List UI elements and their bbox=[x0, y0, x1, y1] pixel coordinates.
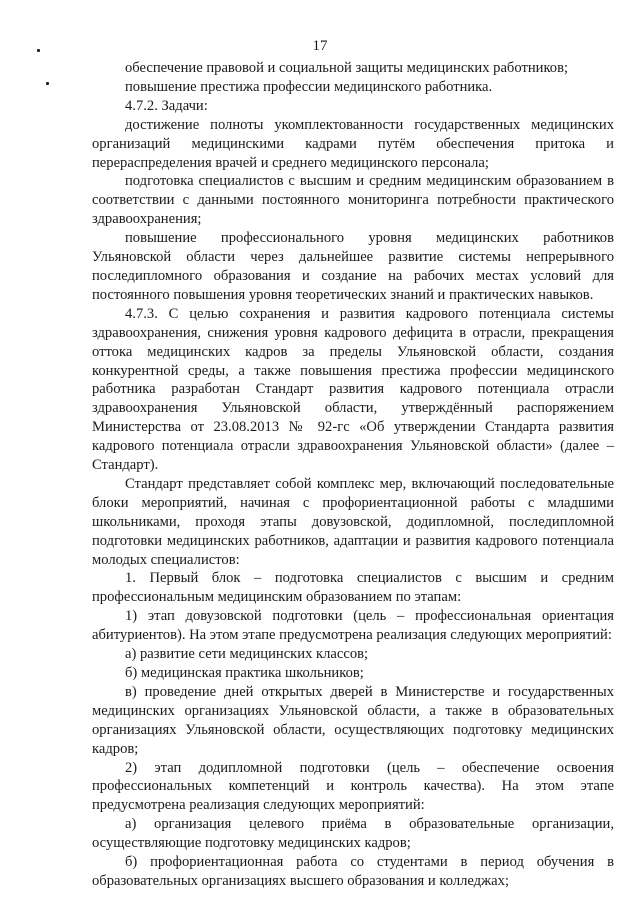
scan-dot-mark bbox=[46, 82, 49, 85]
paragraph: 1. Первый блок – подготовка специалистов с высшим и средним профессиональным медицинским образованием по этапам: bbox=[92, 570, 614, 606]
list-item: а) развитие сети медицинских классов; bbox=[125, 646, 369, 663]
list-item: а) организация целевого приёма в образовательные организации, осуществляющие подготовку медицинских кадров; bbox=[92, 816, 614, 852]
paragraph: достижение полноты укомплектованности государственных медицинских организаций медицинскими кадрами путём обеспечения притока и перераспределения врачей и среднего медицинского персонала; bbox=[92, 116, 614, 171]
page-number: 17 bbox=[312, 38, 328, 54]
list-item: в) проведение дней открытых дверей в Министерстве и государственных медицинских организациях Ульяновской области, а также в образовательных организациях Ульяновской области, осуществляющих подготовку медицинских кадров; bbox=[92, 683, 614, 757]
paragraph: 2) этап додипломной подготовки (цель – обеспечение освоения профессиональных компетенций и контроль качества). На этом этапе предусмотрена реализация следующих мероприятий: bbox=[92, 759, 614, 814]
list-item: б) профориентационная работа со студентами в период обучения в образовательных организациях высшего образования и колледжах; bbox=[92, 854, 614, 889]
paragraph: подготовка специалистов с высшим и средним медицинским образованием в соответствии с данными постоянного мониторинга потребности практического здравоохранения; bbox=[92, 173, 614, 228]
paragraph: повышение профессионального уровня медицинских работников Ульяновской области через дальнейшее развитие системы непрерывного последипломного образования и создание на рабочих местах условий для постоянного повышения уровня теоретических знаний и практических навыков. bbox=[92, 230, 614, 303]
list-item: б) медицинская практика школьников; bbox=[125, 665, 364, 681]
section-heading: 4.7.2. Задачи: bbox=[125, 97, 208, 114]
paragraph: Стандарт представляет собой комплекс мер, включающий последовательные блоки мероприятий, начиная с профориентационной работы с младшими школьниками, проходя этапы довузовской, додипломной, последипломной подготовки медицинских работников, адаптации и развития кадрового потенциала молодых специалистов: bbox=[92, 475, 614, 568]
document-body bbox=[92, 59, 614, 891]
paragraph: 1) этап довузовской подготовки (цель – профессиональная ориентация абитуриентов). На этом этапе предусмотрена реализация следующих мероприятий: bbox=[92, 608, 614, 644]
paragraph: обеспечение правовой и социальной защиты медицинских работников; bbox=[125, 60, 569, 76]
paragraph: 4.7.3. С целью сохранения и развития кадрового потенциала системы здравоохранения, снижения уровня кадрового дефицита в отрасли, прекращения оттока медицинских кадров за пределы Ульяновской области, создания конкурентной среды, а также повышения престижа профессии медицинского работника разработан Стандарт развития кадрового потенциала отрасли здравоохранения Ульяновской области, утверждённый распоряжением Министерства от 23.08.2013 № 92-гс «Об утверждении Стандарта развития кадрового потенциала отрасли здравоохранения Ульяновской области» (далее – Стандарт). bbox=[92, 305, 614, 474]
paragraph: повышение престижа профессии медицинского работника. bbox=[125, 78, 493, 95]
